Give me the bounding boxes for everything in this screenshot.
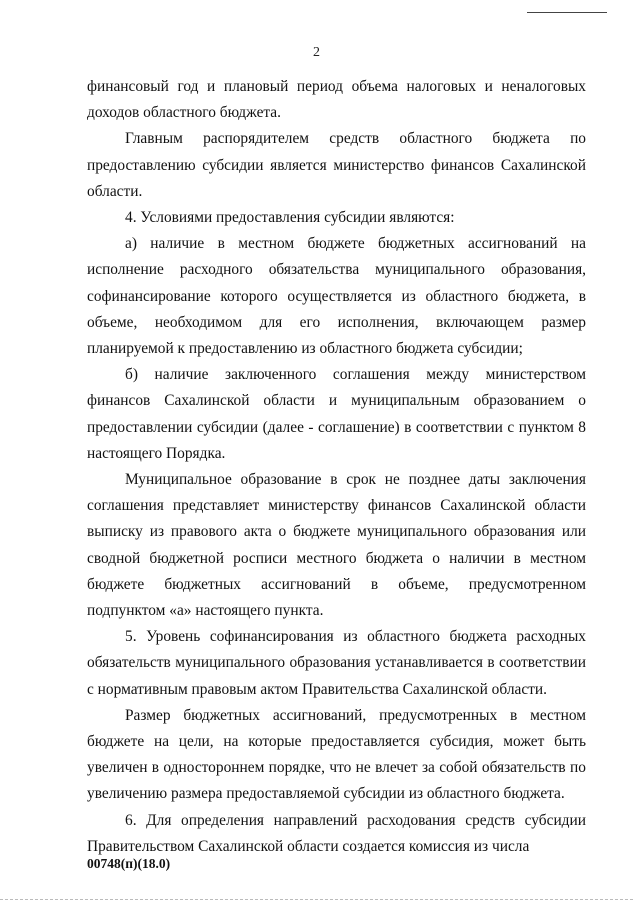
paragraph-budget-allocations: Размер бюджетных ассигнований, предусмотренных в местном бюджете на цели, на которые предоставляется субсидия, может быть увеличен в одностороннем порядке, что не влечет за собой обязательств по увеличению размера предоставляемой субсидии из областного бюджета. (87, 706, 586, 803)
document-code: 00748(п)(18.0) (87, 856, 171, 871)
bottom-edge-line (0, 899, 633, 900)
paragraph-main-administrator: Главным распорядителем средств областного бюджета по предоставлению субсидии является министерство финансов Сахалинской области. (87, 130, 586, 200)
top-edge-line (527, 12, 607, 13)
page-number: 2 (313, 45, 320, 60)
paragraph-continuation: финансовый год и плановый период объема налоговых и неналоговых доходов областного бюджета. (87, 78, 586, 122)
paragraph-clause-5: 5. Уровень софинансирования из областного бюджета расходных обязательств муниципального образования устанавливается в соответствии с нормативным правовым актом Правительства Сахалинской области. (87, 628, 586, 698)
paragraph-clause-4a: а) наличие в местном бюджете бюджетных ассигнований на исполнение расходного обязательства муниципального образования, софинансирование которого осуществляется из областного бюджета, в объеме, необходимом для его исполнения, включающем размер планируемой к предоставлению из областного бюджета субсидии; (87, 235, 586, 358)
paragraph-clause-4b: б) наличие заключенного соглашения между министерством финансов Сахалинской области и муниципальным образованием о предоставлении субсидии (далее - соглашение) в соответствии с пунктом 8 настоящего Порядка. (87, 366, 586, 462)
paragraph-municipal-extract: Муниципальное образование в срок не позднее даты заключения соглашения представляет министерству финансов Сахалинской области выписку из правового акта о бюджете муниципального образования или сводной бюджетной росписи местного бюджета о наличии в местном бюджете бюджетных ассигнований в объеме, предусмотренном подпунктом «а» настоящего пункта. (87, 471, 586, 620)
document-body (87, 74, 586, 860)
paragraph-clause-6: 6. Для определения направлений расходования средств субсидии Правительством Сахалинской области создается комиссия из числа (87, 811, 586, 855)
paragraph-clause-4: 4. Условиями предоставления субсидии являются: (125, 209, 455, 227)
